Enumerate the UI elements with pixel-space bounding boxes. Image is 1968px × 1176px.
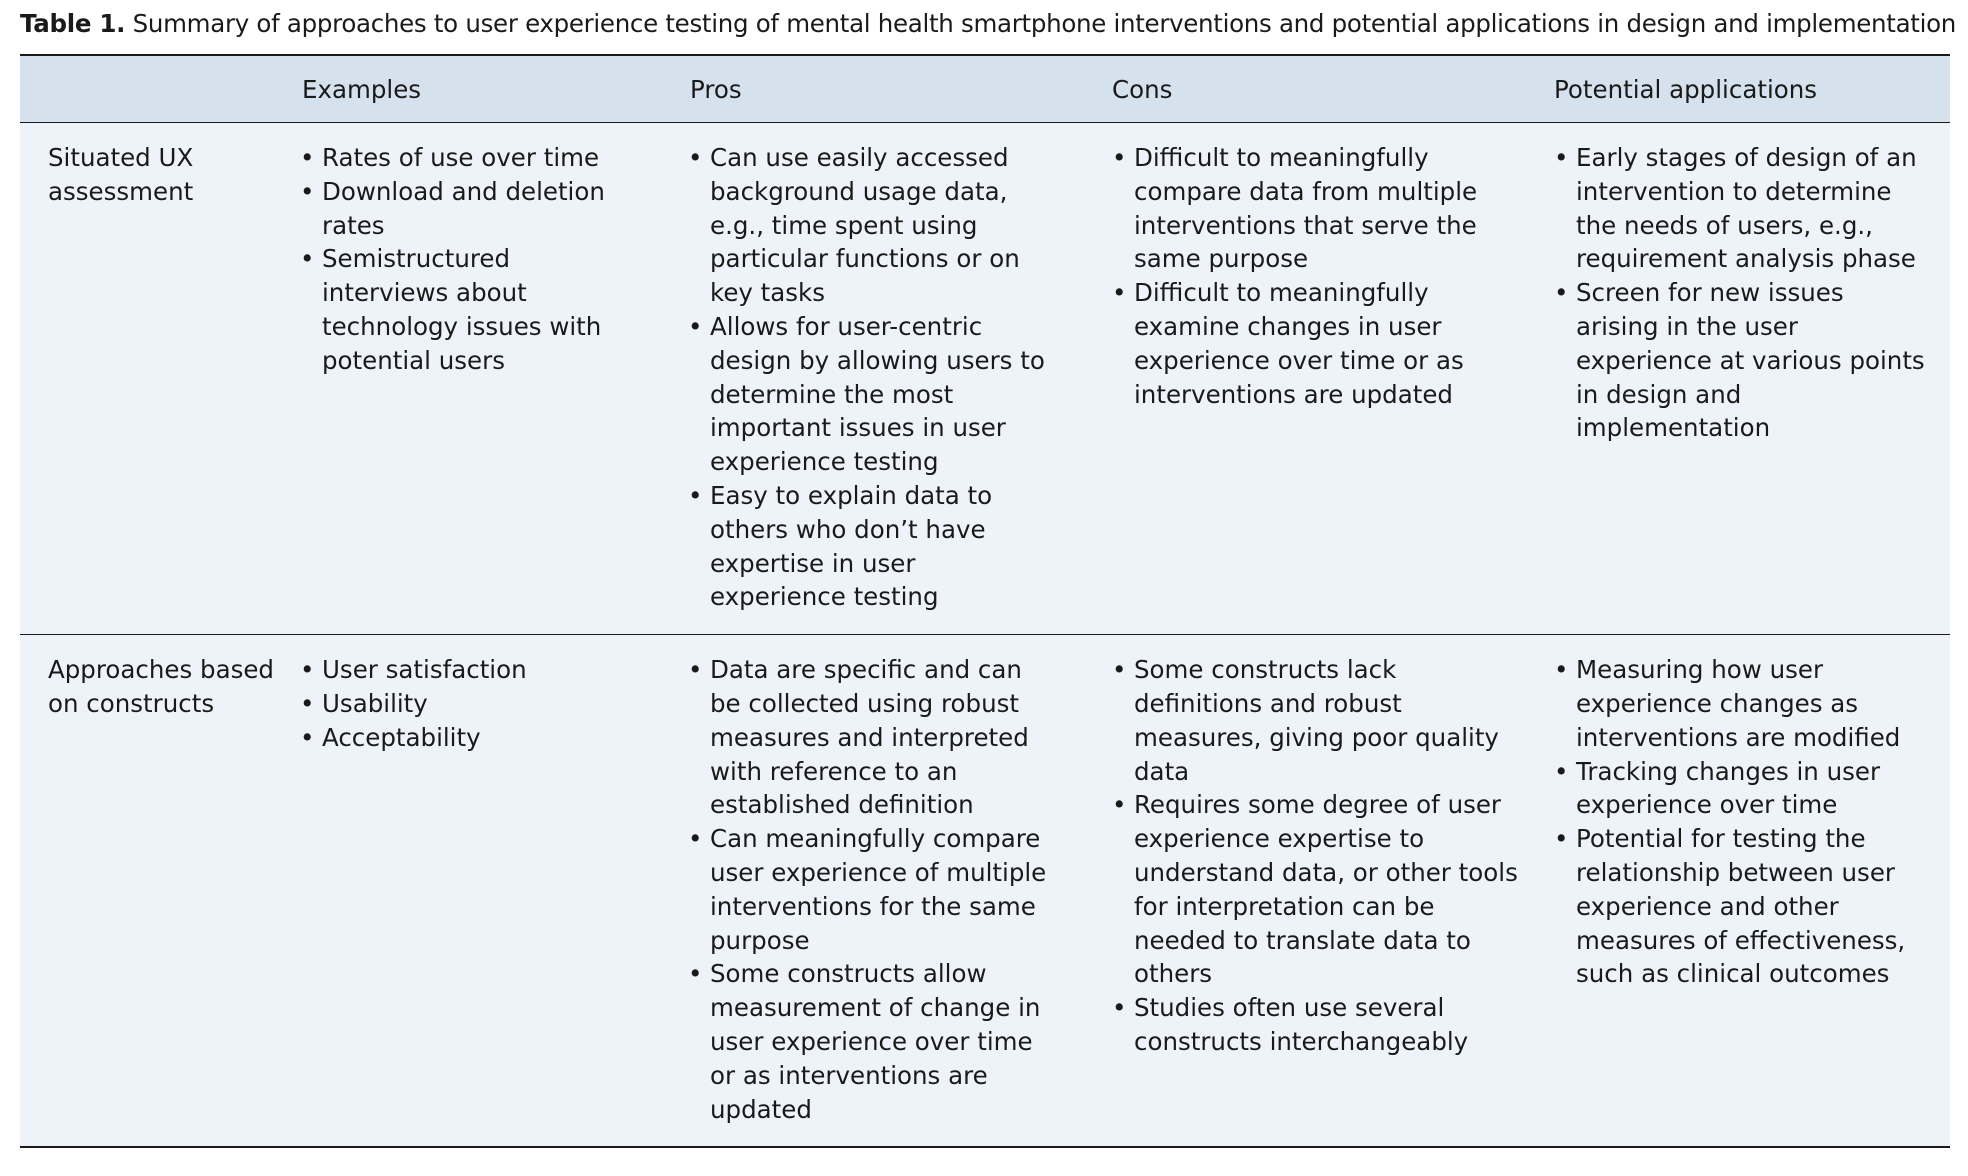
list-item: • Studies often use several constructs interchangeably: [1112, 991, 1526, 1059]
table-caption-label: Table 1.: [20, 9, 126, 38]
examples-cell: [296, 635, 668, 1148]
list-item: • Screen for new issues arising in the user experience at various points in design and implementation: [1554, 276, 1926, 445]
list-item: • Difficult to meaningfully compare data from multiple interventions that serve the same purpose: [1112, 141, 1526, 276]
applications-list: [1554, 141, 1926, 445]
list-item: • Easy to explain data to others who don’t have expertise in user experience testing: [688, 479, 1056, 614]
summary-table-container: [20, 54, 1950, 1148]
list-item: • Requires some degree of user experience expertise to understand data, or other tools for interpretation can be needed to translate data to others: [1112, 788, 1526, 991]
pros-list: [688, 141, 1056, 614]
table-body: [20, 123, 1950, 1148]
table-caption: [20, 8, 1955, 40]
list-item: • Tracking changes in user experience over time: [1554, 755, 1926, 823]
list-item: • Some constructs lack definitions and robust measures, giving poor quality data: [1112, 653, 1526, 788]
list-item: • Usability: [300, 687, 644, 721]
list-item: • Difficult to meaningfully examine changes in user experience over time or as interventions are updated: [1112, 276, 1526, 411]
list-item: • Acceptability: [300, 721, 644, 755]
list-item: • Potential for testing the relationship between user experience and other measures of effectiveness, such as clinical outcomes: [1554, 822, 1926, 991]
pros-list: [688, 653, 1056, 1126]
list-item: • Can meaningfully compare user experience of multiple interventions for the same purpose: [688, 822, 1056, 957]
cons-cell: [1084, 635, 1554, 1148]
header-potential-applications: Potential applications: [1554, 74, 1818, 104]
applications-list: [1554, 653, 1926, 991]
list-item: • Measuring how user experience changes as interventions are modified: [1554, 653, 1926, 754]
examples-list: [300, 653, 644, 754]
examples-cell: [296, 123, 668, 635]
header-cons: Cons: [1112, 74, 1173, 104]
list-item: • Early stages of design of an intervention to determine the needs of users, e.g., requirement analysis phase: [1554, 141, 1926, 276]
list-item: • User satisfaction: [300, 653, 644, 687]
list-item: • Download and deletion rates: [300, 175, 644, 243]
summary-table: [20, 54, 1950, 1148]
cons-list: [1112, 653, 1526, 1059]
table-row: [20, 635, 1950, 1148]
pros-cell: [668, 123, 1084, 635]
approach-cell: Approaches based on constructs: [48, 655, 274, 718]
applications-cell: [1554, 635, 1950, 1148]
list-item: • Rates of use over time: [300, 141, 644, 175]
examples-list: [300, 141, 644, 378]
list-item: • Some constructs allow measurement of change in user experience over time or as interventions are updated: [688, 957, 1056, 1126]
header-examples: Examples: [302, 74, 422, 104]
header-row: [20, 55, 1950, 123]
cons-list: [1112, 141, 1526, 411]
table-header: [20, 55, 1950, 123]
approach-cell: Situated UX assessment: [48, 143, 194, 206]
cons-cell: [1084, 123, 1554, 635]
list-item: • Allows for user-centric design by allowing users to determine the most important issues in user experience testing: [688, 310, 1056, 479]
table-caption-text: Summary of approaches to user experience testing of mental health smartphone interventions and potential applications in design and implementation: [125, 9, 1957, 38]
applications-cell: [1554, 123, 1950, 635]
list-item: • Can use easily accessed background usage data, e.g., time spent using particular functions or on key tasks: [688, 141, 1056, 310]
header-pros: Pros: [690, 74, 742, 104]
table-row: [20, 123, 1950, 635]
list-item: • Data are specific and can be collected using robust measures and interpreted with reference to an established definition: [688, 653, 1056, 822]
list-item: • Semistructured interviews about technology issues with potential users: [300, 242, 644, 377]
pros-cell: [668, 635, 1084, 1148]
header-approach: [20, 55, 296, 123]
